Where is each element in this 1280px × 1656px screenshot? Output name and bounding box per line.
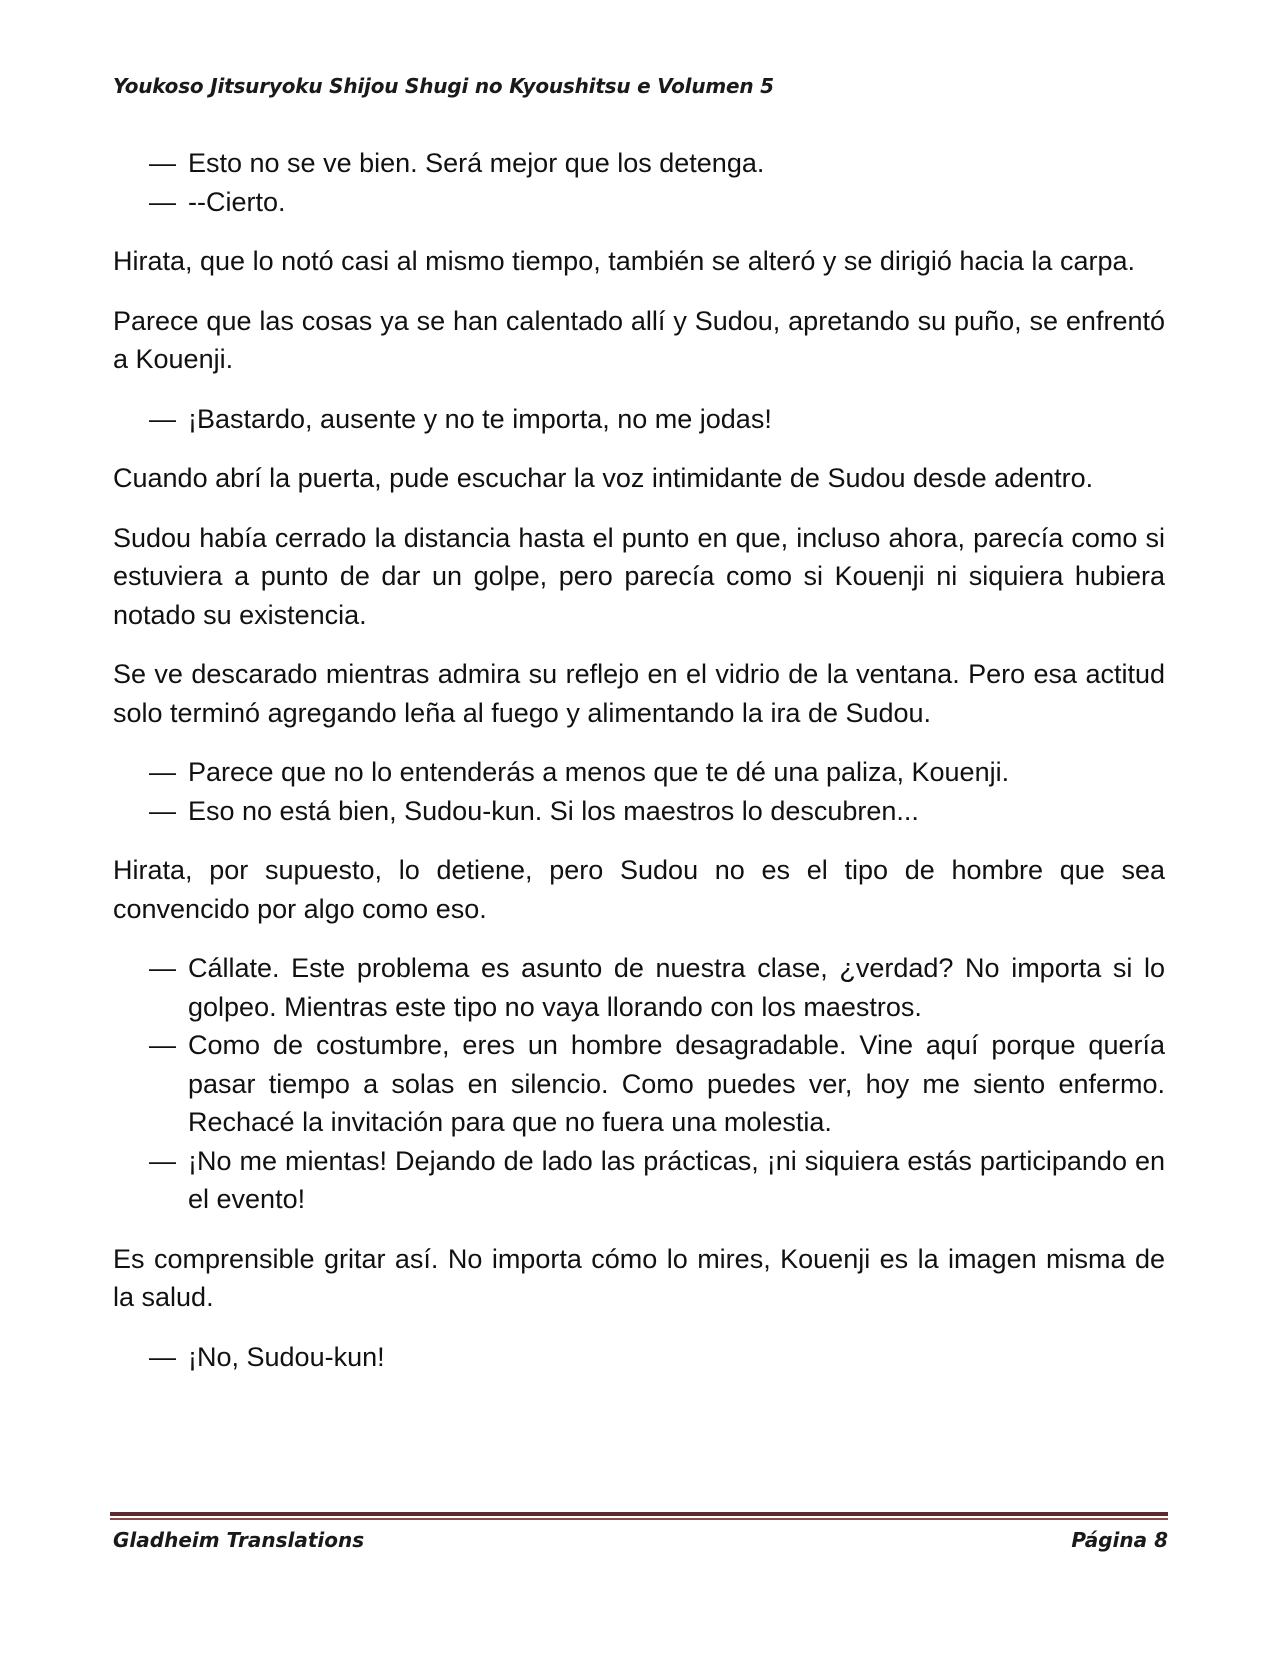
dialogue-dash: — — [149, 795, 176, 826]
dialogue-group — [113, 753, 1165, 830]
dialogue-text: Parece que no lo entenderás a menos que te dé una paliza, Kouenji. — [188, 757, 1010, 787]
dialogue-dash: — — [149, 403, 176, 434]
paragraph: Cuando abrí la puerta, pude escuchar la voz intimidante de Sudou desde adentro. — [113, 463, 1094, 493]
dialogue-line — [113, 183, 1165, 222]
dialogue-text: Esto no se ve bien. Será mejor que los detenga. — [188, 148, 765, 178]
dialogue-line — [113, 792, 1165, 831]
dialogue-dash: — — [149, 148, 176, 178]
paragraph: Se ve descarado mientras admira su reflejo en el vidrio de la ventana. Pero esa actitud solo terminó agregando leña al fuego y alimentando la ira de Sudou. — [113, 659, 1165, 728]
paragraph: Hirata, por supuesto, lo detiene, pero Sudou no es el tipo de hombre que sea convencido por algo como eso. — [113, 855, 1165, 924]
dialogue-line — [113, 144, 1165, 183]
paragraph: Hirata, que lo notó casi al mismo tiempo, también se alteró y se dirigió hacia la carpa. — [113, 246, 1135, 276]
dialogue-text: ¡No me mientas! Dejando de lado las prácticas, ¡ni siquiera estás participando en el evento! — [188, 1145, 1165, 1214]
dialogue-dash: — — [149, 757, 176, 787]
dialogue-text: ¡No, Sudou-kun! — [188, 1341, 385, 1372]
dialogue-line — [113, 1026, 1165, 1142]
dialogue-text: Cállate. Este problema es asunto de nuestra clase, ¿verdad? No importa si lo golpeo. Mientras este tipo no vaya llorando con los maestros. — [188, 953, 1165, 1022]
dialogue-dash: — — [149, 1030, 176, 1060]
dialogue-line — [113, 1338, 1165, 1377]
dialogue-line — [113, 753, 1165, 792]
paragraph: Parece que las cosas ya se han calentado allí y Sudou, apretando su puño, se enfrentó a Kouenji. — [113, 305, 1165, 374]
dialogue-group — [113, 1338, 1165, 1377]
paragraph: Sudou había cerrado la distancia hasta el punto en que, incluso ahora, parecía como si estuviera a punto de dar un golpe, pero parecía como si Kouenji ni siquiera hubiera notado su existencia. — [113, 522, 1165, 630]
dialogue-line — [113, 400, 1165, 439]
footer-translator-credit: Gladheim Translations — [113, 1528, 365, 1552]
dialogue-group — [113, 144, 1165, 221]
dialogue-text: Como de costumbre, eres un hombre desagradable. Vine aquí porque quería pasar tiempo a solas en silencio. Como puedes ver, hoy me siento enfermo. Rechacé la invitación para que no fuera una molestia. — [188, 1030, 1165, 1137]
footer-divider — [110, 1512, 1168, 1522]
dialogue-text: ¡Bastardo, ausente y no te importa, no me jodas! — [188, 403, 772, 434]
page-body — [113, 144, 1165, 1397]
dialogue-group — [113, 949, 1165, 1219]
footer-divider-thin — [110, 1518, 1168, 1520]
dialogue-dash: — — [149, 186, 176, 217]
paragraph: Es comprensible gritar así. No importa cómo lo mires, Kouenji es la imagen misma de la salud. — [113, 1243, 1165, 1312]
dialogue-line — [113, 1142, 1165, 1219]
dialogue-dash: — — [149, 953, 176, 983]
dialogue-group — [113, 400, 1165, 439]
dialogue-dash: — — [149, 1341, 176, 1372]
dialogue-dash: — — [149, 1145, 176, 1176]
dialogue-text: Eso no está bien, Sudou-kun. Si los maestros lo descubren... — [188, 795, 919, 826]
footer-page-number: Página 8 — [1071, 1528, 1168, 1552]
dialogue-text: --Cierto. — [188, 186, 286, 217]
footer-divider-thick — [110, 1512, 1168, 1516]
running-header-title: Youkoso Jitsuryoku Shijou Shugi no Kyoushitsu e Volumen 5 — [113, 74, 774, 98]
dialogue-line — [113, 949, 1165, 1026]
